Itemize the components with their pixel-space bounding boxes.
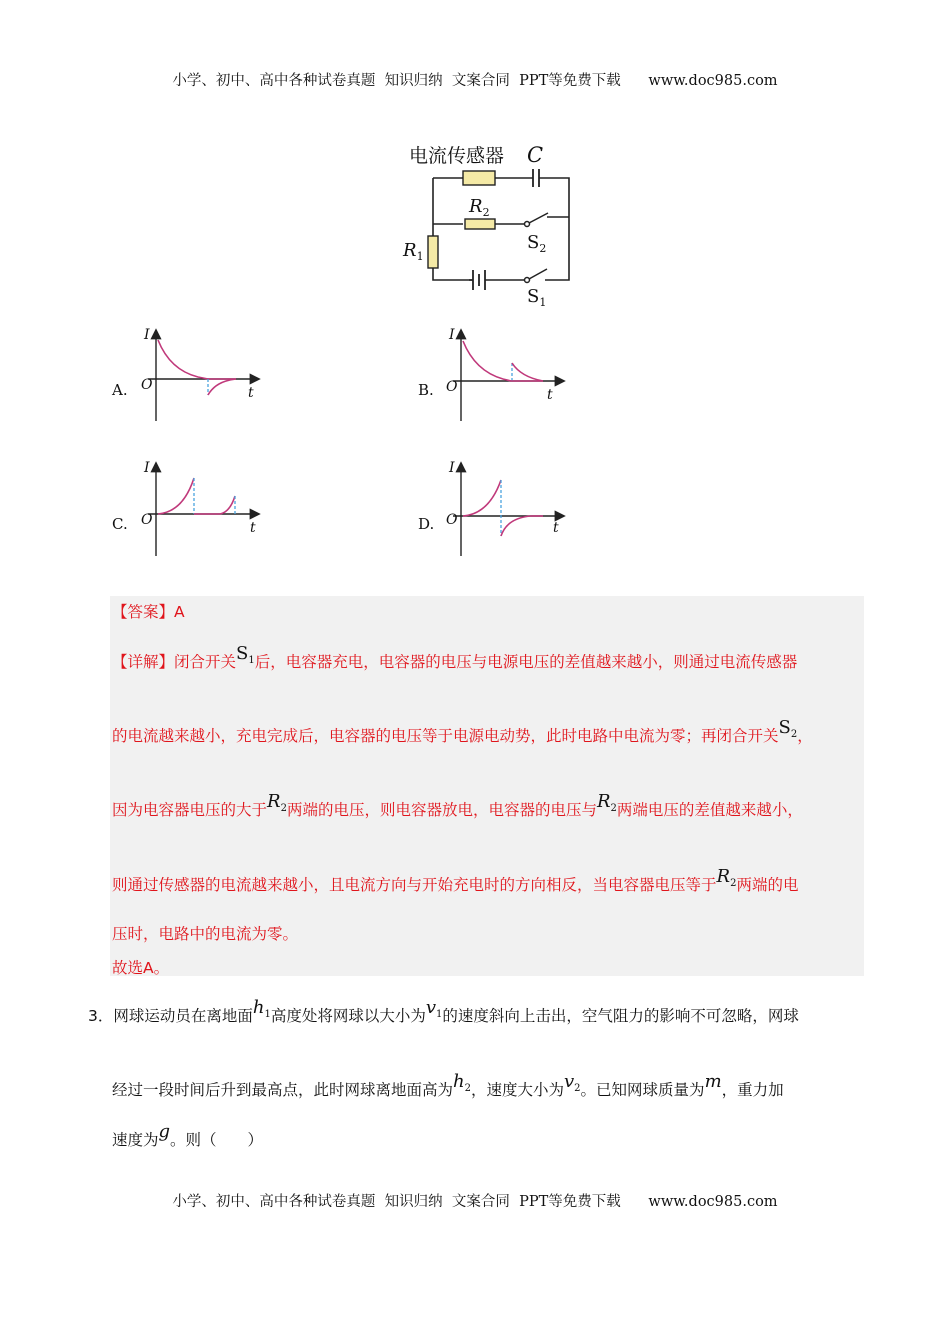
symbol-v2: $v_2$	[564, 1071, 581, 1094]
svg-text:O: O	[446, 379, 458, 395]
svg-text:t: t	[547, 387, 553, 403]
detail-tag: 【详解】	[112, 653, 175, 671]
capacitor-label: C	[527, 143, 544, 167]
answer-line	[112, 600, 862, 622]
option-c-letter: C.	[112, 515, 128, 533]
option-c-graph	[138, 458, 268, 560]
resistor-r1	[428, 236, 438, 268]
curve-c-first	[158, 478, 194, 514]
page-header: 小学、初中、高中各种试卷真题 知识归纳 文案合同 PPT等免费下载 www.doc985.com	[172, 73, 778, 89]
r1-label: $R_1$	[403, 240, 424, 263]
circuit-diagram	[395, 138, 585, 310]
curve-c-second	[220, 496, 235, 514]
conclusion-line: 故选A。	[112, 959, 170, 977]
detail-line-2: 的电流越来越小，充电完成后，电容器的电压等于电源电动势，此时电路中电流为零；再闭合开关$S_2$，	[112, 717, 813, 745]
r2-label: $R_2$	[469, 196, 490, 219]
battery	[469, 270, 485, 290]
question-3-line-3: 速度为g。则（ ）	[112, 1121, 264, 1149]
sensor-label: 电流传感器	[409, 145, 505, 167]
symbol-r2: $R_2$	[596, 791, 617, 814]
curve-b-second	[512, 363, 543, 381]
option-d-letter: D.	[418, 515, 435, 533]
switch-s1	[525, 269, 548, 283]
svg-text:I: I	[144, 327, 150, 343]
s1-label: $S_1$	[527, 286, 547, 309]
symbol-v1: $v_1$	[425, 997, 443, 1020]
option-a-graph	[138, 325, 268, 425]
detail-line-3: 因为电容器电压的大于$R_2$两端的电压，则电容器放电，电容器的电压与$R_2$两端电压的差值越来越小，	[112, 791, 803, 819]
symbol-r2: $R_2$	[267, 791, 287, 814]
page-footer: 小学、初中、高中各种试卷真题 知识归纳 文案合同 PPT等免费下载 www.doc985.com	[172, 1194, 778, 1210]
detail-line-1: 【详解】闭合开关$S_1$后，电容器充电，电容器的电压与电源电压的差值越来越小，则通过电流传感器	[112, 643, 798, 671]
symbol-g: g	[158, 1121, 171, 1142]
svg-text:t: t	[553, 520, 559, 536]
answer-value: A	[174, 603, 185, 621]
switch-s2	[525, 213, 549, 227]
question-3-line-1: 3．网球运动员在离地面$h_1$高度处将网球以大小为$v_1$的速度斜向上击出，空气阻力的影响不可忽略，网球	[88, 997, 799, 1025]
svg-text:I: I	[449, 460, 455, 476]
s2-label: $S_2$	[527, 232, 547, 255]
svg-text:O: O	[141, 512, 153, 528]
curve-a-discharge	[208, 379, 236, 395]
capacitor-c	[533, 169, 539, 187]
svg-text:t: t	[248, 385, 254, 401]
svg-text:I: I	[449, 327, 455, 343]
symbol-s1: $S_1$	[236, 643, 255, 666]
symbol-h2: $h_2$	[453, 1071, 471, 1094]
current-sensor	[463, 171, 495, 185]
option-b-graph	[443, 325, 573, 425]
option-d-graph	[443, 458, 573, 560]
symbol-s2: $S_2$	[778, 717, 798, 740]
wire-top	[433, 178, 569, 280]
option-a-letter: A.	[112, 381, 128, 399]
symbol-h1: $h_1$	[252, 997, 271, 1020]
resistor-r2	[465, 219, 495, 229]
detail-line-4: 则通过传感器的电流越来越小，且电流方向与开始充电时的方向相反，当电容器电压等于$R_2$两端的电	[112, 866, 799, 894]
curve-d-charge	[463, 480, 501, 516]
svg-text:O: O	[141, 377, 153, 393]
detail-line-5: 压时，电路中的电流为零。	[112, 925, 299, 943]
svg-text:t: t	[250, 520, 256, 536]
answer-tag: 【答案】	[112, 603, 175, 621]
question-number: 3．	[88, 1007, 114, 1025]
curve-a-charge	[158, 340, 208, 379]
question-3-line-2: 经过一段时间后升到最高点，此时网球离地面高为$h_2$，速度大小为$v_2$。已知网球质量为m，重力加	[112, 1071, 784, 1099]
symbol-m: m	[704, 1071, 722, 1092]
option-b-letter: B.	[418, 381, 434, 399]
symbol-r2: $R_2$	[716, 866, 737, 889]
curve-b-charge	[463, 341, 511, 381]
svg-text:I: I	[144, 460, 150, 476]
curve-d-discharge	[501, 516, 531, 536]
svg-text:O: O	[446, 512, 458, 528]
